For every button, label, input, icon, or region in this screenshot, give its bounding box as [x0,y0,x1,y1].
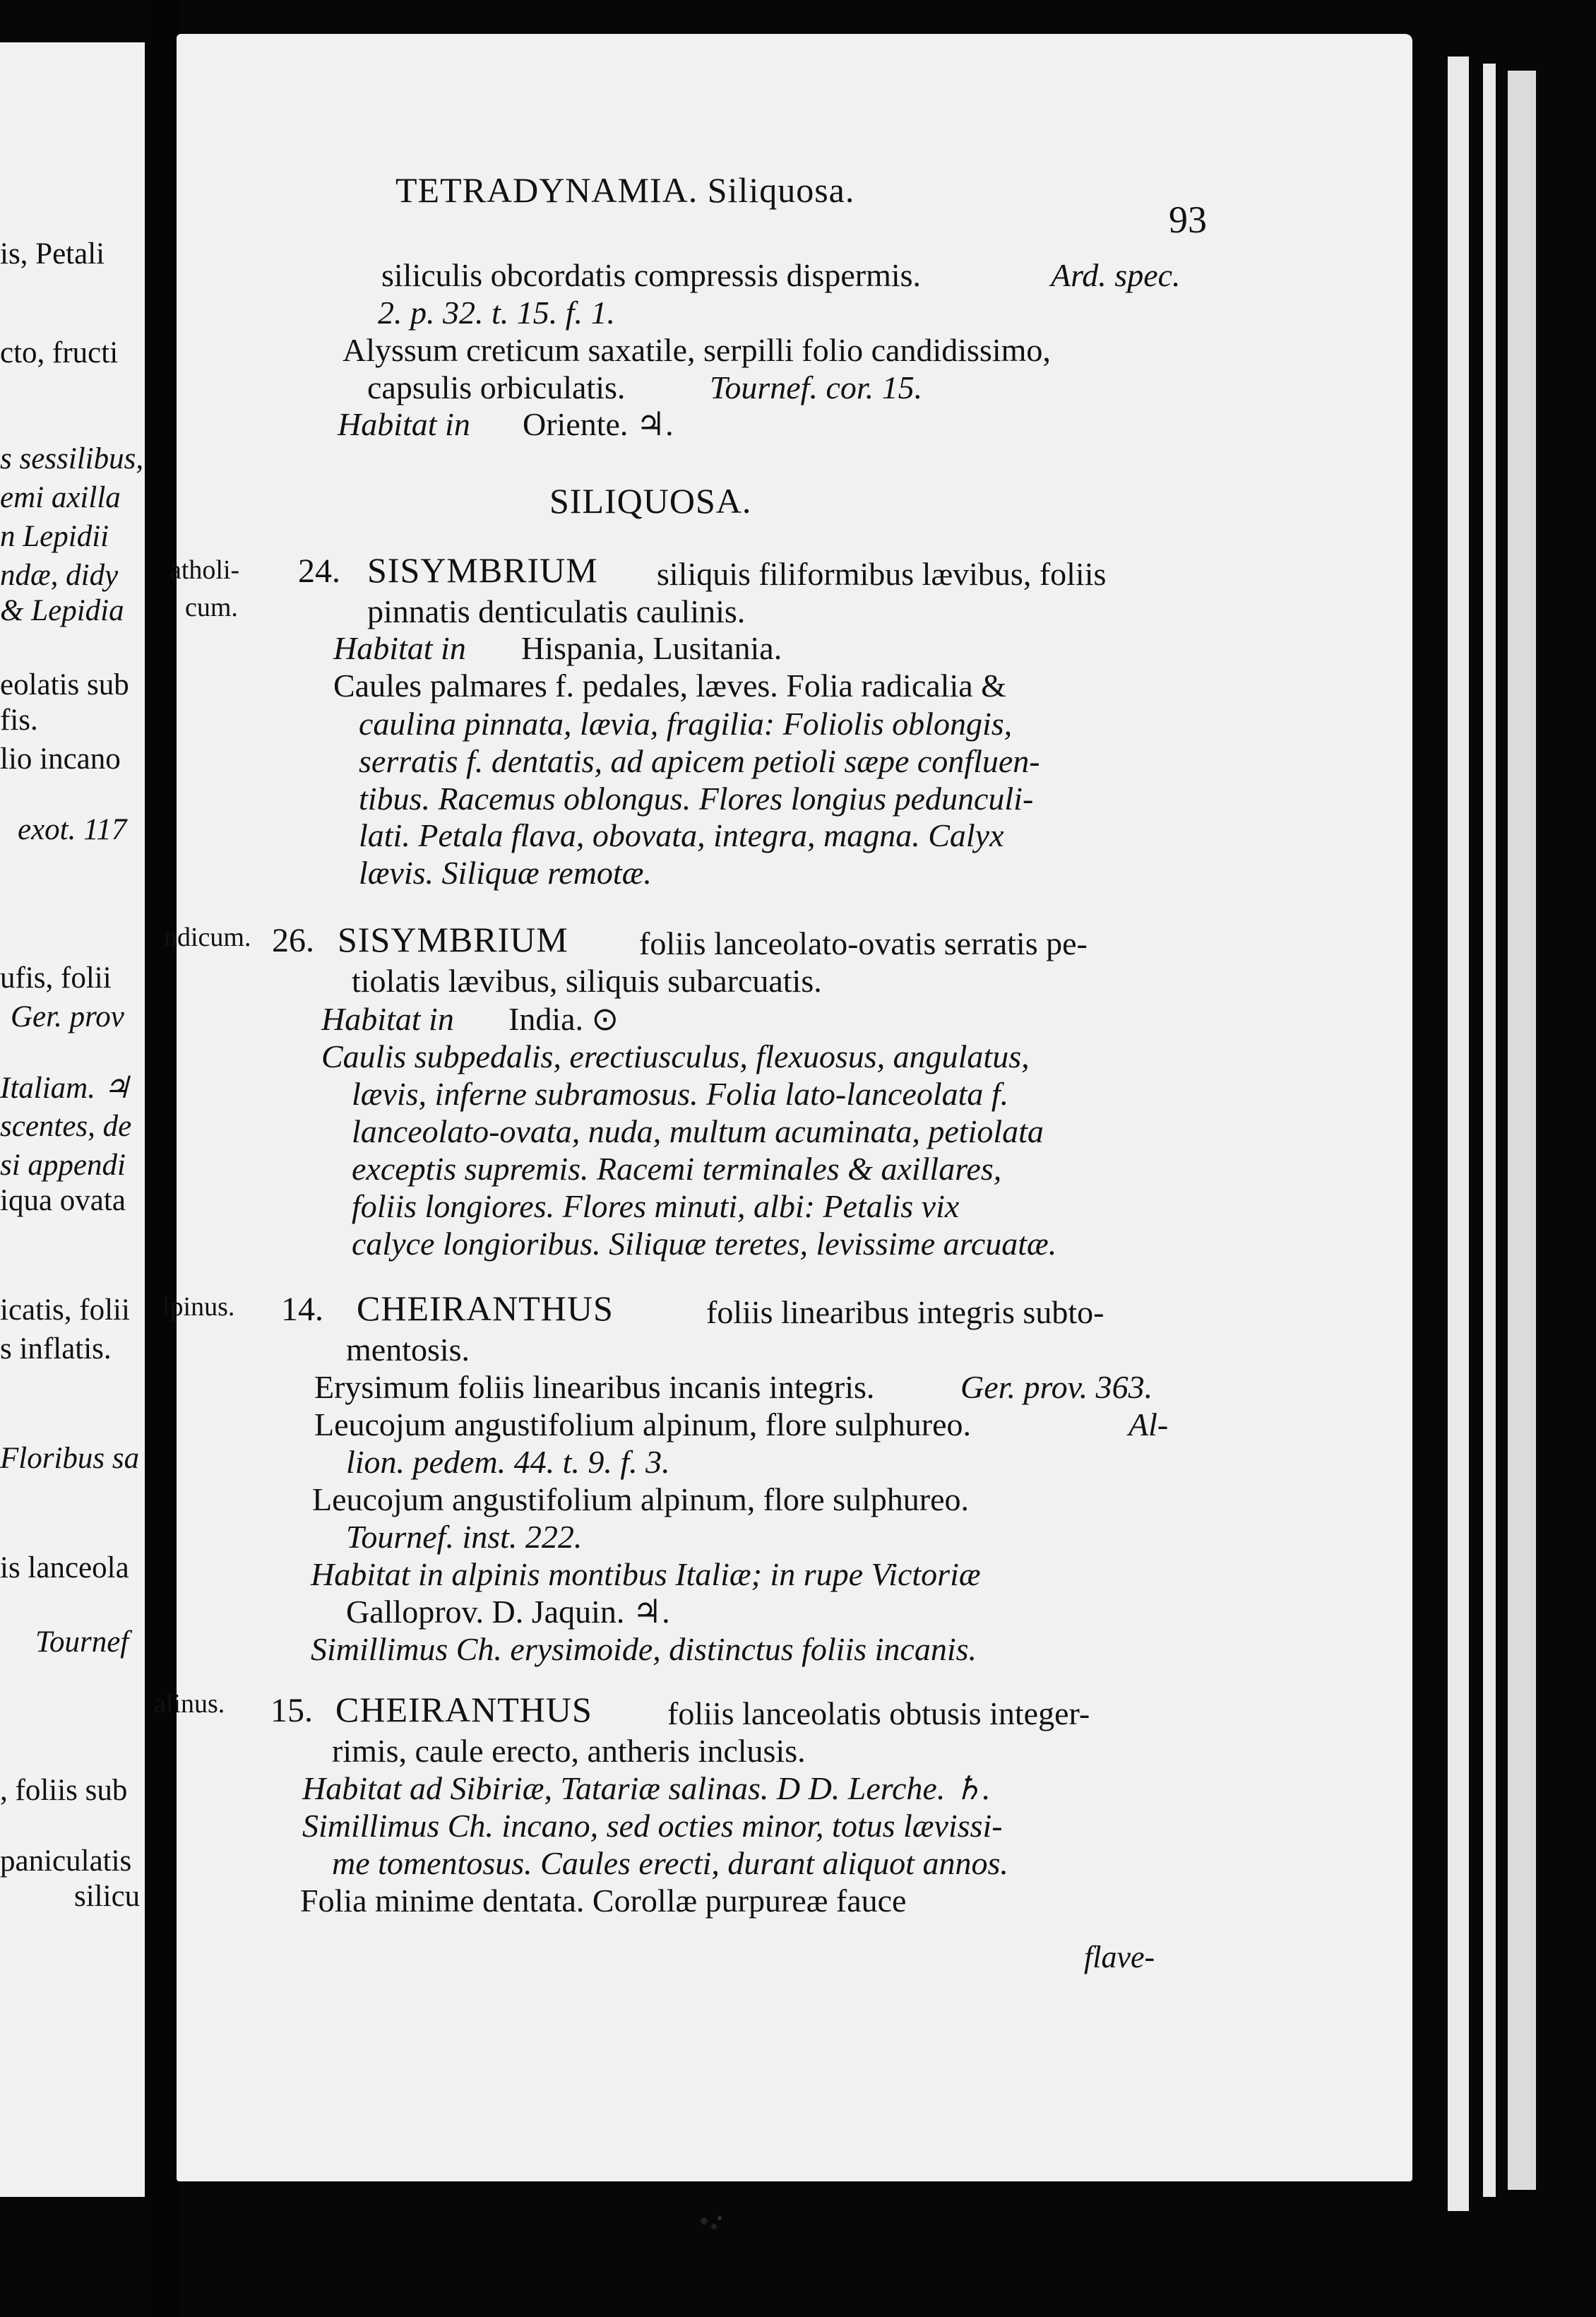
description-line: caulina pinnata, lævia, fragilia: Foliolis oblongis, [359,706,1013,742]
text-line: 2. p. 32. t. 15. f. 1. [378,295,616,331]
citation: Tournef. cor. 15. [710,369,923,405]
left-page-line: lio incano [0,742,121,776]
habitat-line: Galloprov. D. Jaquin. ♃. [346,1594,670,1630]
habitat-location: India. ⊙ [508,1001,619,1037]
left-page-line: s sessilibus, [0,442,144,475]
text-line: Alyssum creticum saxatile, serpilli folio candidissimo, [343,332,1051,368]
entry-number: 26. [272,922,314,959]
running-head: TETRADYNAMIA. Siliquosa. [395,170,855,210]
habitat-line: Habitat in alpinis montibus Italiæ; in rupe Victoriæ [311,1556,981,1592]
diagnosis-line: pinnatis denticulatis caulinis. [367,593,746,629]
citation: Ger. prov. 363. [960,1369,1153,1405]
description-line: lanceolato-ovata, nuda, multum acuminata, petiolata [352,1113,1044,1149]
left-page-line: iqua ovata [0,1184,126,1217]
margin-label: atholi- [169,555,240,585]
synonym-line: Leucojum angustifolium alpinum, flore sulphureo. [314,1406,972,1442]
margin-label: ndicum. [164,923,251,952]
left-page-line: paniculatis [0,1844,132,1878]
habitat-label: Habitat in [338,406,470,442]
habitat-label: Habitat in [333,630,466,666]
description-line: lati. Petala flava, obovata, integra, magna. Calyx [359,817,1004,853]
left-page-line: s inflatis. [0,1332,112,1365]
diagnosis-line: foliis linearibus integris subto- [706,1294,1104,1330]
habitat-line: Habitat ad Sibiriæ, Tatariæ salinas. D D. Lerche. ♄. [302,1770,991,1806]
note-line: Simillimus Ch. erysimoide, distinctus foliis incanis. [311,1631,977,1667]
left-page-line: emi axilla [0,481,121,514]
diagnosis-line: mentosis. [346,1332,470,1368]
citation: lion. pedem. 44. t. 9. f. 3. [346,1444,670,1480]
left-page-line: is lanceola [0,1551,129,1584]
left-page-line: ndæ, didy [0,559,119,592]
text-line: capsulis orbiculatis. [367,369,626,405]
genus-name: CHEIRANTHUS [335,1690,592,1729]
description-line: Caules palmares f. pedales, læves. Folia radicalia & [333,668,1006,704]
left-page-line: icatis, folii [0,1293,130,1327]
left-page-line: silicu [74,1880,141,1913]
left-page-line: Floribus sa [0,1442,140,1475]
genus-name: SISYMBRIUM [338,920,568,959]
synonym-line: Leucojum angustifolium alpinum, flore sulphureo. [312,1481,970,1517]
habitat-label: Habitat in [321,1001,454,1037]
description-line: Simillimus Ch. incano, sed octies minor, totus lævissi- [302,1808,1003,1844]
diagnosis-line: rimis, caule erecto, antheris inclusis. [332,1733,806,1769]
left-page-line: ufis, folii [0,961,112,995]
left-page-line: is, Petali [0,237,105,271]
citation: Ard. spec. [1051,257,1181,293]
page-edge [1483,64,1496,2197]
description-line: serratis f. dentatis, ad apicem petioli sæpe confluen- [359,743,1040,779]
diagnosis-line: tiolatis lævibus, siliquis subarcuatis. [352,963,822,999]
diagnosis-line: foliis lanceolato-ovatis serratis pe- [639,925,1088,961]
section-heading: SILIQUOSA. [549,481,752,521]
left-page-line: exot. 117 [18,813,127,846]
description-line: exceptis supremis. Racemi terminales & axillares, [352,1151,1002,1187]
synonym-line: Erysimum foliis linearibus incanis integris. [314,1369,875,1405]
genus-name: SISYMBRIUM [367,550,598,590]
description-line: calyce longioribus. Siliquæ teretes, levissime arcuatæ. [352,1226,1057,1262]
page-number: 93 [1169,198,1207,241]
left-page-line: fis. [0,704,38,737]
left-page-line: Ger. prov [11,1000,124,1033]
entry-number: 14. [281,1291,323,1328]
description-line: me tomentosus. Caules erecti, durant aliquot annos. [332,1845,1008,1881]
catchword: flave- [1084,1940,1155,1974]
left-page-line: Italiam. ♃ [0,1072,131,1105]
entry-number: 24. [298,552,340,590]
left-page-line: cto, fructi [0,336,119,369]
genus-name: CHEIRANTHUS [357,1288,614,1328]
left-page-line: si appendi [0,1149,126,1182]
print-specks [696,2211,731,2236]
description-line: foliis longiores. Flores minuti, albi: Petalis vix [352,1188,960,1224]
description-line: tibus. Racemus oblongus. Flores longius pedunculi- [359,781,1034,817]
citation: Al- [1128,1406,1169,1442]
margin-label: cum. [185,593,238,622]
left-page-line: & Lepidia [0,594,124,627]
text-line: siliculis obcordatis compressis dispermis. [381,257,922,293]
description-line: lævis. Siliquæ remotæ. [359,855,652,891]
margin-label: lpinus. [162,1292,235,1322]
habitat-location: Oriente. ♃. [523,406,674,442]
left-page-line: scentes, de [0,1110,132,1143]
left-page-line: , foliis sub [0,1774,128,1807]
diagnosis-line: siliquis filiformibus lævibus, foliis [657,556,1107,592]
margin-label: alinus. [154,1689,225,1719]
habitat-location: Hispania, Lusitania. [521,630,782,666]
description-line: Caulis subpedalis, erectiusculus, flexuosus, angulatus, [321,1038,1030,1074]
page-edge [1508,71,1536,2190]
citation: Tournef. inst. 222. [346,1519,583,1555]
description-line: Folia minime dentata. Corollæ purpureæ fauce [300,1883,907,1919]
left-page-line: n Lepidii [0,520,109,553]
description-line: lævis, inferne subramosus. Folia lato-lanceolata f. [352,1076,1009,1112]
left-page-line: Tournef [35,1625,129,1659]
diagnosis-line: foliis lanceolatis obtusis integer- [667,1695,1090,1731]
page-edge [1448,57,1469,2211]
book-gutter [145,0,179,2317]
left-page-line: eolatis sub [0,668,129,701]
entry-number: 15. [270,1692,313,1729]
